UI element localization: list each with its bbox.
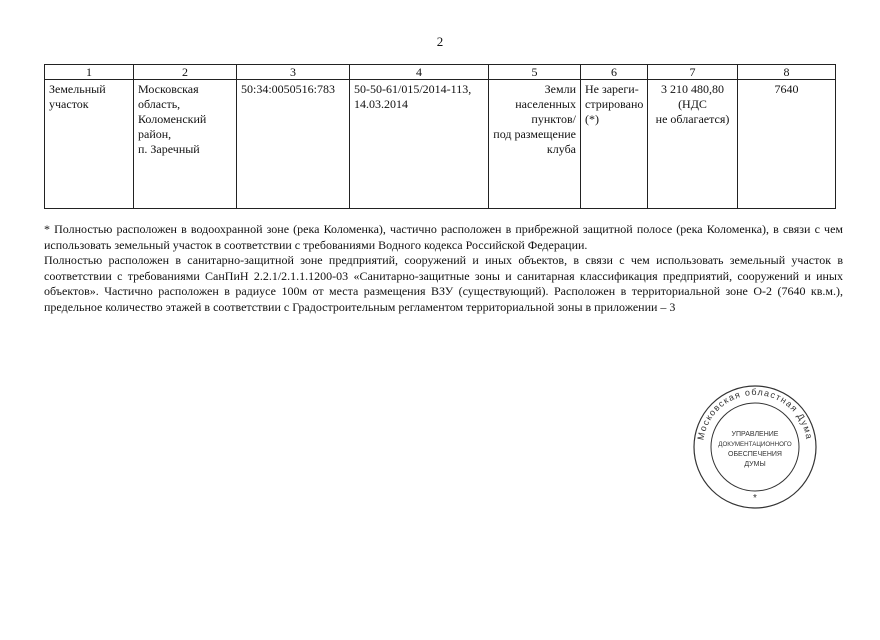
cadastral-value-cell: 3 210 480,80 (НДС не облагается) [648, 80, 738, 209]
stamp-line: УПРАВЛЕНИЕ [731, 431, 779, 438]
stamp-star-icon: * [753, 493, 757, 504]
registration-record-cell: 50-50-61/015/2014-113, 14.03.2014 [350, 80, 489, 209]
page-number: 2 [436, 34, 444, 49]
location-cell: Московская область, Коломенский район, п. Заречный [134, 80, 237, 209]
stamp-line: ДУМЫ [744, 461, 766, 468]
column-header: 8 [738, 65, 836, 80]
table-header-row [45, 65, 836, 80]
column-header: 1 [45, 65, 134, 80]
column-header: 4 [350, 65, 489, 80]
area-cell: 7640 [738, 80, 836, 209]
cadastral-number-cell: 50:34:0050516:783 [237, 80, 350, 209]
encumbrance-cell: Не зареги- стрировано (*) [581, 80, 648, 209]
column-header: 7 [648, 65, 738, 80]
note-water-zone: * Полностью расположен в водоохранной зоне (река Коломенка), частично расположен в прибрежной защитной полосе (река Коломенка), в связи с чем использовать земельный участок в соответствии с требованиями Водного кодекса Российской Федерации. [44, 222, 843, 252]
note-sanitary-zone: Полностью расположен в санитарно-защитной зоне предприятий, сооружений и иных объектов, в связи с чем использовать земельный участок в соответствии с требованиями СанПиН 2.2.1/2.1.1.1200-03 «Санитарно-защитные зоны и санитарная классификация предприятий, сооружений и иных объектов». Частично расположен в радиусе 100м от места размещения ВЗУ (существующий). Расположен в территориальной зоне О-2 (7640 кв.м.), предельное количество этажей в соответствии с Градостроительным регламентом территориальной зоны в приложении – 3 [44, 253, 843, 314]
stamp-ring-text: Московская областная Дума [695, 386, 815, 441]
land-category-cell: Земли населенных пунктов/ под размещение клуба [489, 80, 581, 209]
column-header: 6 [581, 65, 648, 80]
land-plot-table [44, 64, 836, 209]
official-stamp-icon [692, 384, 818, 510]
column-header: 3 [237, 65, 350, 80]
column-header: 5 [489, 65, 581, 80]
table-row [45, 80, 836, 209]
stamp-line: ДОКУМЕНТАЦИОННОГО [718, 441, 792, 448]
notes-section [44, 222, 843, 315]
stamp-line: ОБЕСПЕЧЕНИЯ [728, 451, 782, 458]
object-type-cell: Земельный участок [45, 80, 134, 209]
column-header: 2 [134, 65, 237, 80]
